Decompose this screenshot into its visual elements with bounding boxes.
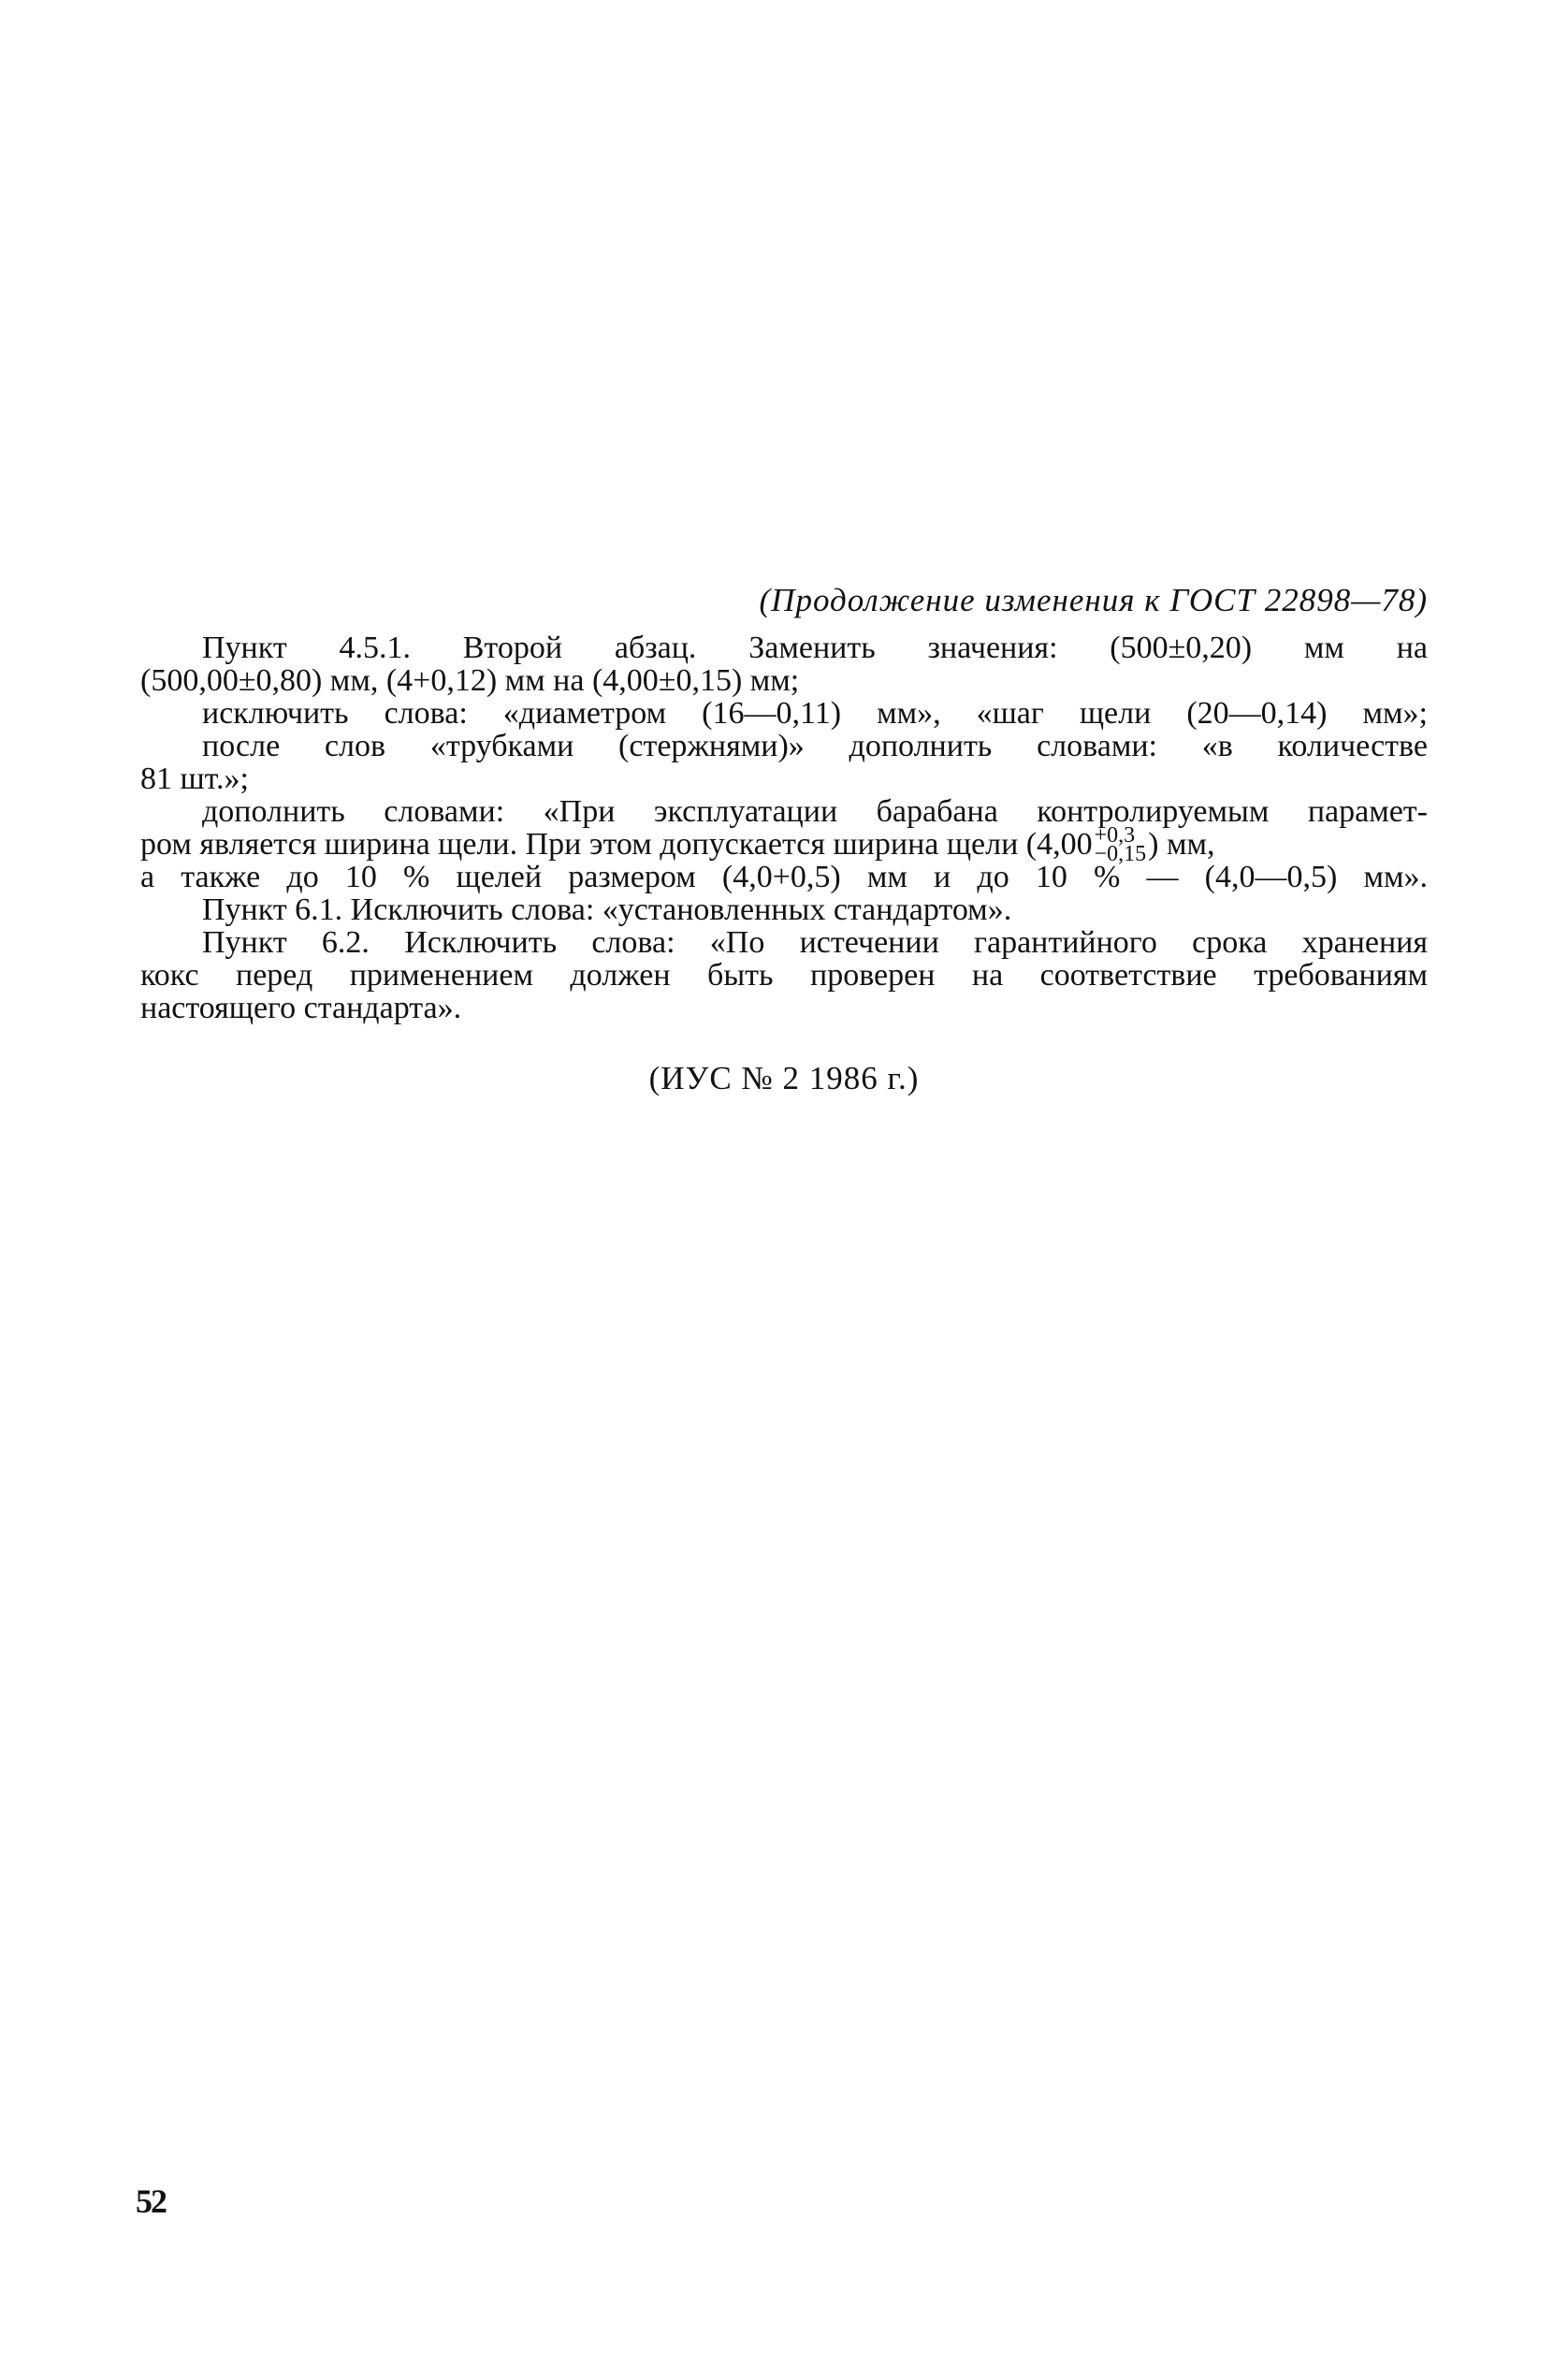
amendment-text [140, 631, 1428, 1024]
paragraph-line-9: Пункт 6.1. Исключить слова: «установленных стандартом». [202, 892, 1012, 927]
paragraph-line-11: кокс перед применением должен быть проверен на соответствие требованиям [140, 958, 1428, 993]
paragraph-line-6: дополнить словами: «При эксплуатации барабана контролируемым парамет- [202, 794, 1428, 829]
paragraph-line-7 [140, 823, 1428, 867]
paragraph-line-12: настоящего стандарта». [140, 991, 462, 1025]
source-note: (ИУС № 2 1986 г.) [648, 1060, 920, 1096]
continuation-title: (Продолжение изменения к ГОСТ 22898—78) [759, 582, 1428, 618]
paragraph-line-7-text: ром является ширина щели. При этом допускается ширина щели (4,00 [140, 827, 1093, 862]
tolerance-upper: +0,3 [1094, 823, 1136, 848]
paragraph-line-8: а также до 10 % щелей размером (4,0+0,5) мм и до 10 % — (4,0—0,5) мм». [140, 860, 1428, 894]
tolerance-lower: −0,15 [1094, 842, 1147, 867]
paragraph-line-1: Пункт 4.5.1. Второй абзац. Заменить значения: (500±0,20) мм на [202, 631, 1428, 665]
paragraph-line-2: (500,00±0,80) мм, (4+0,12) мм на (4,00±0,15) мм; [140, 663, 800, 698]
page-number: 52 [136, 2183, 166, 2220]
paragraph-line-7-end: ) мм, [1148, 827, 1215, 862]
paragraph-line-5: 81 шт.»; [140, 761, 249, 796]
paragraph-line-3: исключить слова: «диаметром (16—0,11) мм», «шаг щели (20—0,14) мм»; [202, 696, 1428, 731]
paragraph-line-10: Пункт 6.2. Исключить слова: «По истечении гарантийного срока хранения [202, 925, 1428, 960]
paragraph-line-4: после слов «трубками (стержнями)» дополнить словами: «в количестве [202, 729, 1428, 763]
tolerance-values [1094, 823, 1147, 867]
